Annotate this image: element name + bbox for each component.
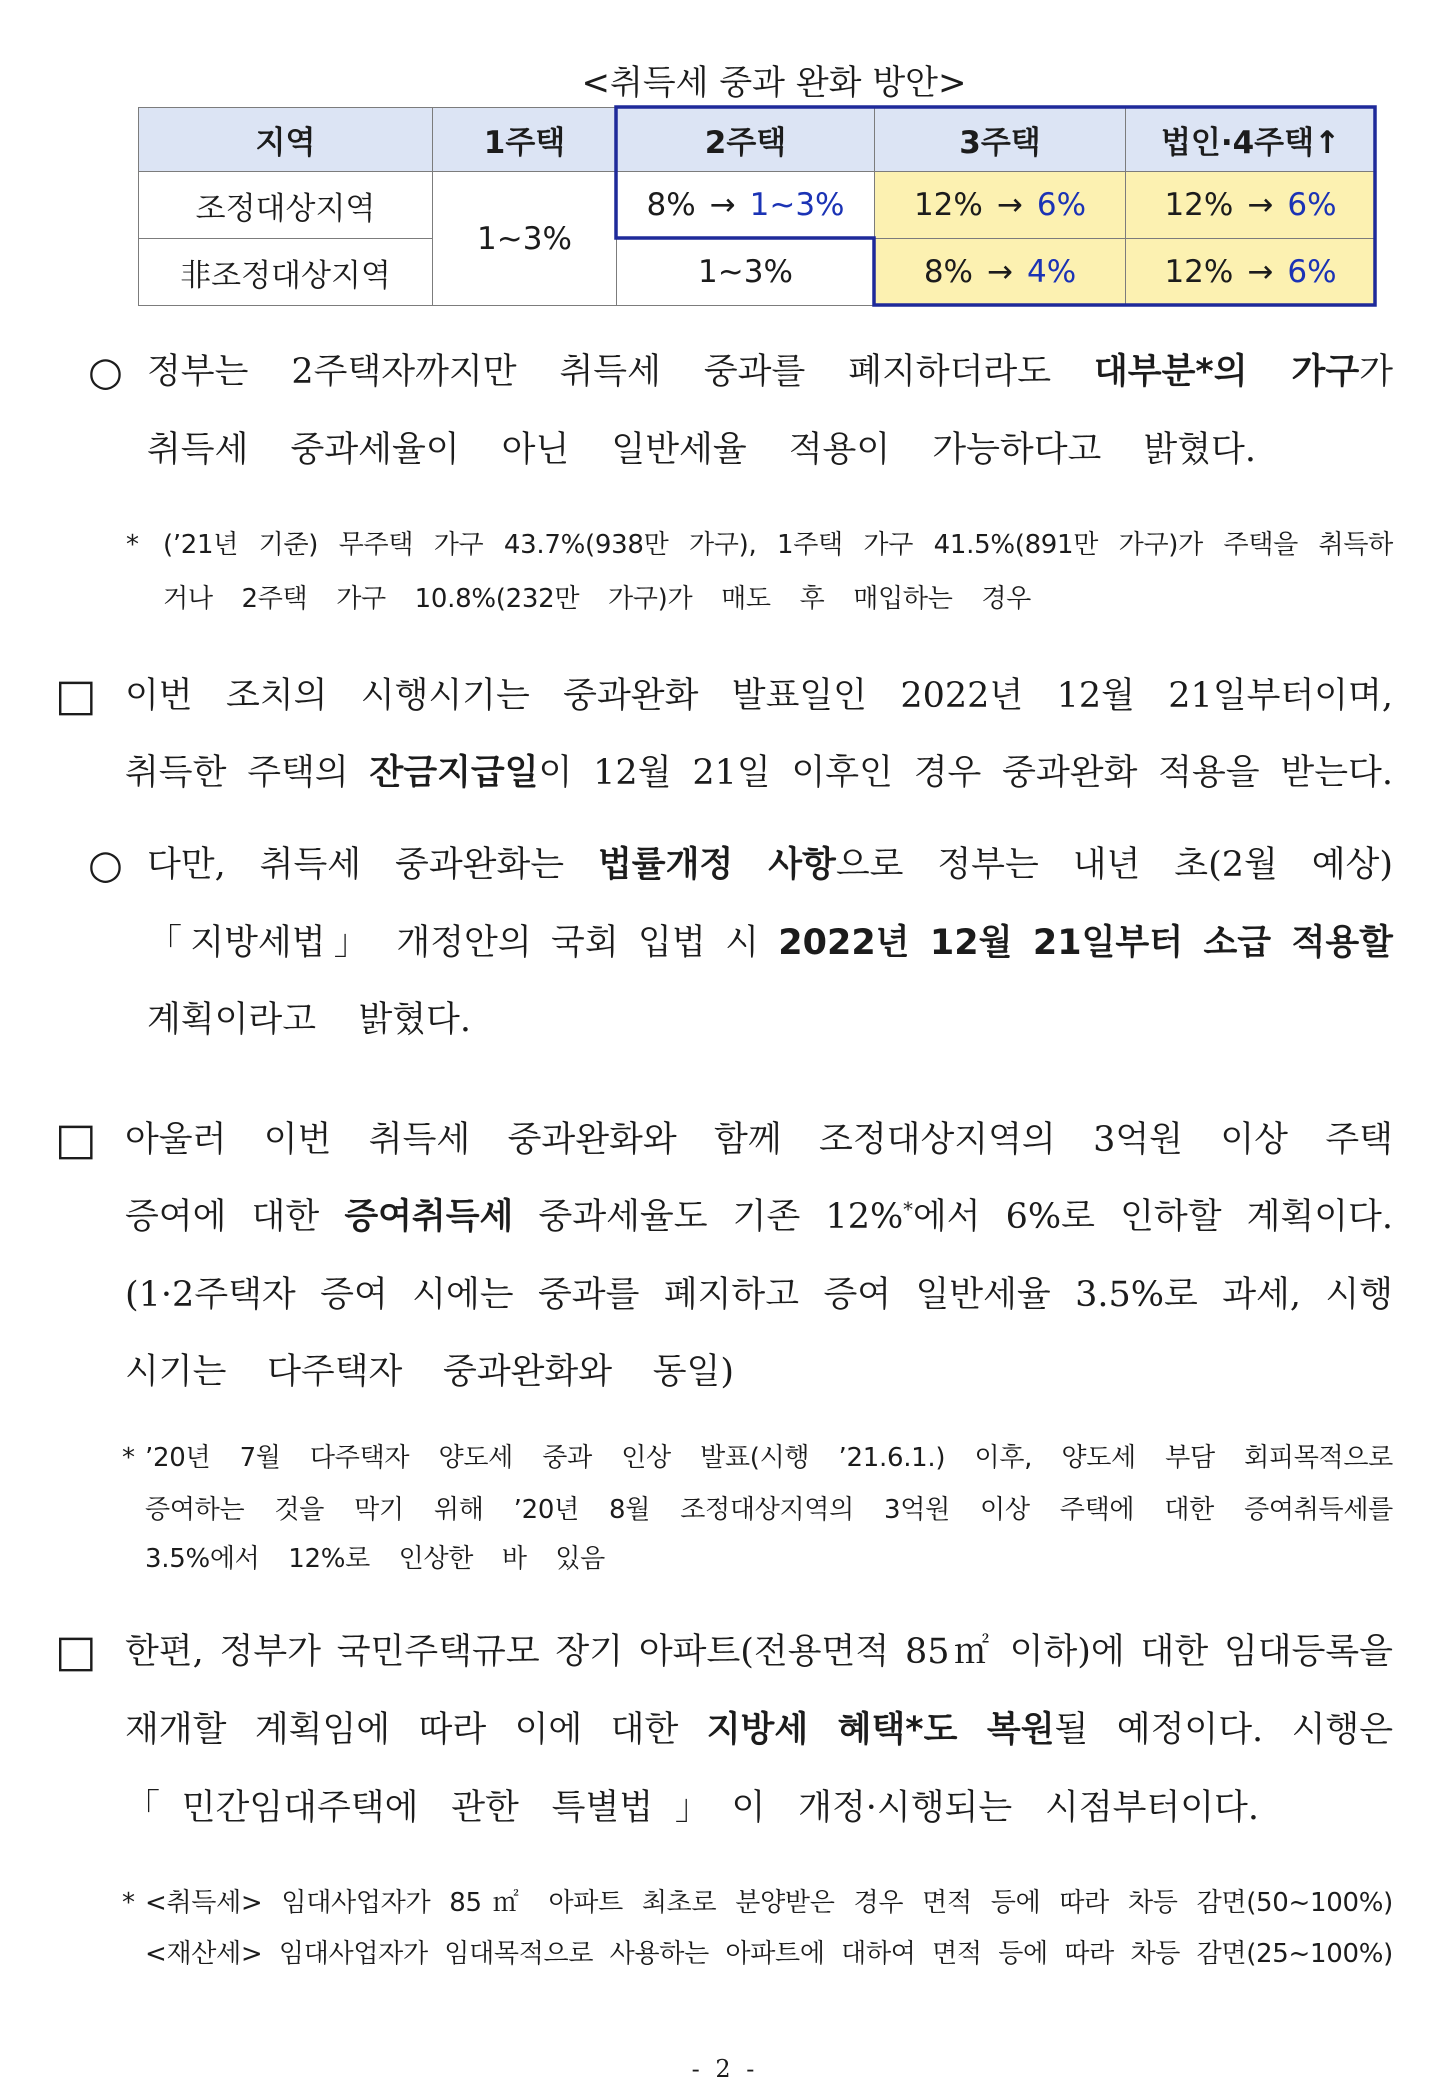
- cell-three-house: [875, 172, 1126, 239]
- arrow-icon: →: [987, 254, 1013, 290]
- header-three-house: 3주택: [875, 108, 1126, 172]
- note-3-line-1: ’20년 7월 다주택자 양도세 중과 인상 발표(시행 ’21.6.1.) 이후, 양도세 부담 회피목적으로: [145, 1443, 1393, 1473]
- section-1-line-1: [147, 347, 1393, 397]
- section-3-line-1: 아울러 이번 취득세 중과완화와 함께 조정대상지역의 3억원 이상 주택: [125, 1120, 1393, 1160]
- note-1-line-2: 거나 2주택 가구 10.8%(232만 가구)가 매도 후 매입하는 경우: [163, 584, 1031, 614]
- rate-before: 12%: [1164, 187, 1234, 223]
- section-4-line-3: 「민간임대주택에 관한 특별법」이 개정·시행되는 시점부터이다.: [125, 1788, 1259, 1828]
- bold-emphasis: 증여취득세: [344, 1197, 514, 1237]
- header-corp-four-plus: 법인·4주택↑: [1126, 108, 1376, 172]
- cell-three-house: [875, 239, 1126, 306]
- footnote-mark: *: [903, 1198, 913, 1222]
- note-3-line-2: 증여하는 것을 막기 위해 ’20년 8월 조정대상지역의 3억원 이상 주택에 대한 증여취득세를: [145, 1495, 1393, 1525]
- text-segment: 증여에 대한: [125, 1197, 345, 1237]
- text-segment: 정부는 2주택자까지만 취득세 중과를 폐지하더라도: [147, 352, 1094, 392]
- arrow-icon: →: [1247, 254, 1274, 290]
- note-asterisk: *: [126, 530, 139, 560]
- cell-region: 非조정대상지역: [139, 239, 433, 306]
- cell-corp-four-plus: [1126, 172, 1376, 239]
- note-1-line-1: (’21년 기준) 무주택 가구 43.7%(938만 가구), 1주택 가구 41.5%(891만 가구)가 주택을 취득하: [163, 530, 1393, 560]
- section-4-line-2: [125, 1705, 1393, 1755]
- bold-emphasis: 2022년 12월 21일부터 소급 적용할: [778, 923, 1393, 963]
- text-segment: 다만, 취득세 중과완화는: [147, 845, 598, 885]
- circle-bullet: ○: [88, 349, 123, 395]
- text-segment: 될 예정이다. 시행은: [1054, 1710, 1393, 1750]
- section-2-sub-line-2: [147, 918, 1393, 968]
- text-segment: 중과세율도 기존 12%: [513, 1197, 904, 1237]
- cell-two-house: 1~3%: [617, 239, 875, 306]
- square-bullet: □: [55, 1626, 97, 1677]
- table-caption: <취득세 중과 완화 방안>: [581, 63, 967, 103]
- cell-region: 조정대상지역: [139, 172, 433, 239]
- section-4-line-1: 한편, 정부가 국민주택규모 장기 아파트(전용면적 85㎡ 이하)에 대한 임대등록을: [125, 1632, 1393, 1672]
- arrow-icon: →: [996, 187, 1023, 223]
- header-one-house: 1주택: [433, 108, 617, 172]
- section-3-line-4: 시기는 다주택자 중과완화와 동일): [125, 1352, 734, 1392]
- bold-emphasis: 대부분*의 가구: [1094, 352, 1360, 392]
- text-segment: 에서 6%로 인하할 계획이다.: [912, 1197, 1393, 1237]
- header-region: 지역: [139, 108, 433, 172]
- table-row-adjusted-area: [139, 172, 1376, 239]
- text-segment: 가: [1359, 352, 1393, 392]
- rate-after: 1~3%: [749, 187, 845, 223]
- rate-before: 12%: [913, 187, 983, 223]
- page-number: - 2 -: [691, 2055, 759, 2083]
- section-2-line-1: 이번 조치의 시행시기는 중과완화 발표일인 2022년 12월 21일부터이며,: [125, 676, 1393, 716]
- text-segment: 취득한 주택의: [125, 753, 370, 793]
- table-row-non-adjusted-area: [139, 239, 1376, 306]
- rate-before: 8%: [646, 187, 696, 223]
- acquisition-tax-table: [138, 107, 1376, 306]
- bold-emphasis: 법률개정 사항: [597, 845, 836, 885]
- text-segment: 재개할 계획임에 따라 이에 대한: [125, 1710, 707, 1750]
- rate-before: 8%: [923, 254, 973, 290]
- note-4-line-1: <취득세> 임대사업자가 85㎡ 아파트 최초로 분양받은 경우 면적 등에 따라 차등 감면(50~100%): [145, 1888, 1393, 1918]
- rate-before: 12%: [1164, 254, 1234, 290]
- note-asterisk: *: [122, 1443, 135, 1473]
- rate-after: 6%: [1287, 187, 1337, 223]
- section-1-line-2: 취득세 중과세율이 아닌 일반세율 적용이 가능하다고 밝혔다.: [147, 430, 1256, 470]
- cell-one-house: 1~3%: [433, 172, 617, 306]
- header-two-house: 2주택: [617, 108, 875, 172]
- rate-after: 4%: [1026, 254, 1077, 290]
- square-bullet: □: [55, 1114, 97, 1165]
- square-bullet: □: [55, 670, 97, 721]
- section-2-sub-line-3: 계획이라고 밝혔다.: [147, 1000, 471, 1040]
- table-header-row: [139, 108, 1376, 172]
- rate-after: 6%: [1287, 254, 1337, 290]
- cell-corp-four-plus: [1126, 239, 1376, 306]
- bold-emphasis: 지방세 혜택*도 복원: [706, 1710, 1055, 1750]
- circle-bullet: ○: [88, 842, 123, 888]
- text-segment: 「지방세법」 개정안의 국회 입법 시: [147, 923, 779, 963]
- section-3-line-3: (1·2주택자 증여 시에는 중과를 폐지하고 증여 일반세율 3.5%로 과세, 시행: [125, 1275, 1393, 1315]
- cell-two-house: [617, 172, 875, 239]
- section-2-line-2: [125, 748, 1393, 798]
- rate-after: 6%: [1036, 187, 1087, 223]
- note-4-line-2: <재산세> 임대사업자가 임대목적으로 사용하는 아파트에 대하여 면적 등에 따라 차등 감면(25~100%): [145, 1939, 1393, 1969]
- bold-emphasis: 잔금지급일: [369, 753, 539, 793]
- section-2-sub-line-1: [147, 840, 1393, 890]
- text-segment: 이 12월 21일 이후인 경우 중과완화 적용을 받는다.: [538, 753, 1393, 793]
- arrow-icon: →: [1247, 187, 1274, 223]
- note-3-line-3: 3.5%에서 12%로 인상한 바 있음: [145, 1544, 605, 1574]
- arrow-icon: →: [709, 187, 736, 223]
- section-3-line-2: [125, 1192, 1393, 1242]
- note-asterisk: *: [122, 1888, 135, 1918]
- text-segment: 으로 정부는 내년 초(2월 예상): [835, 845, 1393, 885]
